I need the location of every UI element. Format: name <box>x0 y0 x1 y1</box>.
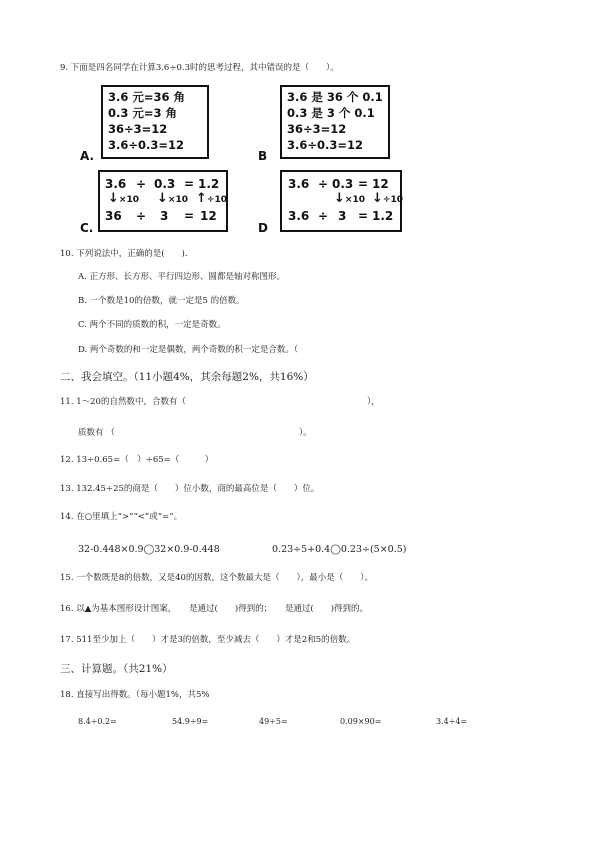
d-bottom-2: ÷ <box>318 209 329 223</box>
c-top-3: 0.3 <box>154 177 176 191</box>
c-top-1: 3.6 <box>105 177 127 191</box>
box-b-line-3: 36÷3=12 <box>287 122 347 136</box>
down-arrow-icon: ↓ <box>334 191 345 206</box>
q10-stem: 10. 下列说法中，正确的是( ). <box>60 249 188 259</box>
c-top-2: ÷ <box>136 177 147 191</box>
q9-box-c <box>98 170 228 232</box>
q14-stem: 14. 在○里填上“>”“<”或“=”。 <box>60 512 183 522</box>
box-b-line-1: 3.6 是 36 个 0.1 <box>287 90 383 104</box>
q18-item-4: 0.09×90= <box>340 717 382 726</box>
box-b-line-4: 3.6÷0.3=12 <box>287 138 364 152</box>
c-arrow-3: ↑÷10 <box>196 191 227 206</box>
q9-box-b <box>280 85 390 159</box>
box-a-line-3: 36÷3=12 <box>108 122 168 136</box>
q18-item-1: 8.4÷0.2= <box>78 717 117 726</box>
up-arrow-icon: ↑ <box>196 191 207 206</box>
q10-option-a: A. 正方形、长方形、平行四边形、圆都是轴对称图形。 <box>78 272 286 282</box>
down-arrow-icon: ↓ <box>108 191 119 206</box>
d-top-2: ÷ <box>318 177 329 191</box>
box-a-line-4: 3.6÷0.3=12 <box>108 138 185 152</box>
section-3-heading: 三、计算题。（共21%） <box>60 663 173 675</box>
c-bottom-1: 36 <box>105 209 122 223</box>
down-arrow-icon: ↓ <box>157 191 168 206</box>
section-2-heading: 二、我会填空。（11小题4%，其余每题2%，共16%） <box>60 371 314 383</box>
c-top-4: = <box>184 177 195 191</box>
q18-item-2: 54.9÷9= <box>172 717 209 726</box>
q14-right-expression: 0.23÷5+0.4◯0.23÷(5×0.5) <box>272 544 407 555</box>
q9-box-a <box>101 85 209 159</box>
d-top-5: 12 <box>372 177 389 191</box>
d-bottom-4: = <box>358 209 369 223</box>
c-arrow-2: ↓×10 <box>157 191 188 206</box>
d-arrow-2: ↓÷10 <box>372 191 403 206</box>
c-bottom-5: 12 <box>200 209 217 223</box>
d-top-4: = <box>358 177 369 191</box>
q14-left-expression: 32-0.448×0.9◯32×0.9-0.448 <box>78 544 220 555</box>
q11-close-2: ）。 <box>299 428 312 438</box>
d-bottom-5: 1.2 <box>372 209 394 223</box>
d-bottom-1: 3.6 <box>288 209 310 223</box>
c-top-5: 1.2 <box>198 177 220 191</box>
q11-line-2: 质数有 （ <box>78 428 115 438</box>
box-a-line-1: 3.6 元=36 角 <box>108 90 186 104</box>
q18-item-3: 49÷5= <box>259 717 288 726</box>
q16: 16. 以▲为基本图形设计图案， 是通过( )得到的； 是通过( )得到的。 <box>60 604 369 614</box>
c-bottom-4: = <box>184 209 195 223</box>
c-arrow-1: ↓×10 <box>108 191 139 206</box>
q9-option-a-label: A. <box>80 149 95 163</box>
q15: 15. 一个数既是8的倍数，又是40的因数，这个数最大是（ ），最小是（ ）。 <box>60 573 373 583</box>
d-arrow-1: ↓×10 <box>334 191 365 206</box>
q11-line-1: 11. 1～20的自然数中，合数有（ <box>60 397 186 407</box>
q9-stem: 9. 下面是四名同学在计算3.6÷0.3时的思考过程，其中错误的是（ ）。 <box>60 63 339 73</box>
q10-option-b: B. 一个数是10的倍数，就一定是5 的倍数。 <box>78 296 245 306</box>
d-top-3: 0.3 <box>332 177 354 191</box>
q10-option-d: D. 两个奇数的和一定是偶数，两个奇数的积一定是合数。（ <box>78 345 299 355</box>
q9-option-c-label: C. <box>80 221 94 235</box>
q11-close-1: ）， <box>367 397 380 407</box>
box-b-line-2: 0.3 是 3 个 0.1 <box>287 106 375 120</box>
box-a-line-2: 0.3 元=3 角 <box>108 106 178 120</box>
d-top-1: 3.6 <box>288 177 310 191</box>
q9-option-b-label: B <box>258 149 268 163</box>
c-bottom-3: 3 <box>160 209 169 223</box>
q10-option-c: C. 两个不同的质数的积，一定是奇数。 <box>78 320 226 330</box>
q12: 12. 13÷0.65=（ ）÷65=（ ） <box>60 455 214 465</box>
q18-item-5: 3.4÷4= <box>436 717 468 726</box>
down-arrow-icon: ↓ <box>372 191 383 206</box>
q9-box-d <box>280 170 402 232</box>
d-bottom-3: 3 <box>338 209 347 223</box>
q9-option-d-label: D <box>258 221 268 235</box>
c-bottom-2: ÷ <box>136 209 147 223</box>
q17: 17. 511至少加上（ ）才是3的倍数，至少减去（ ）才是2和5的倍数。 <box>60 635 356 645</box>
q13: 13. 132.45÷25的商是（ ）位小数，商的最高位是（ ）位。 <box>60 484 320 494</box>
q18-stem: 18. 直接写出得数。（每小题1%，共5% <box>60 690 210 700</box>
